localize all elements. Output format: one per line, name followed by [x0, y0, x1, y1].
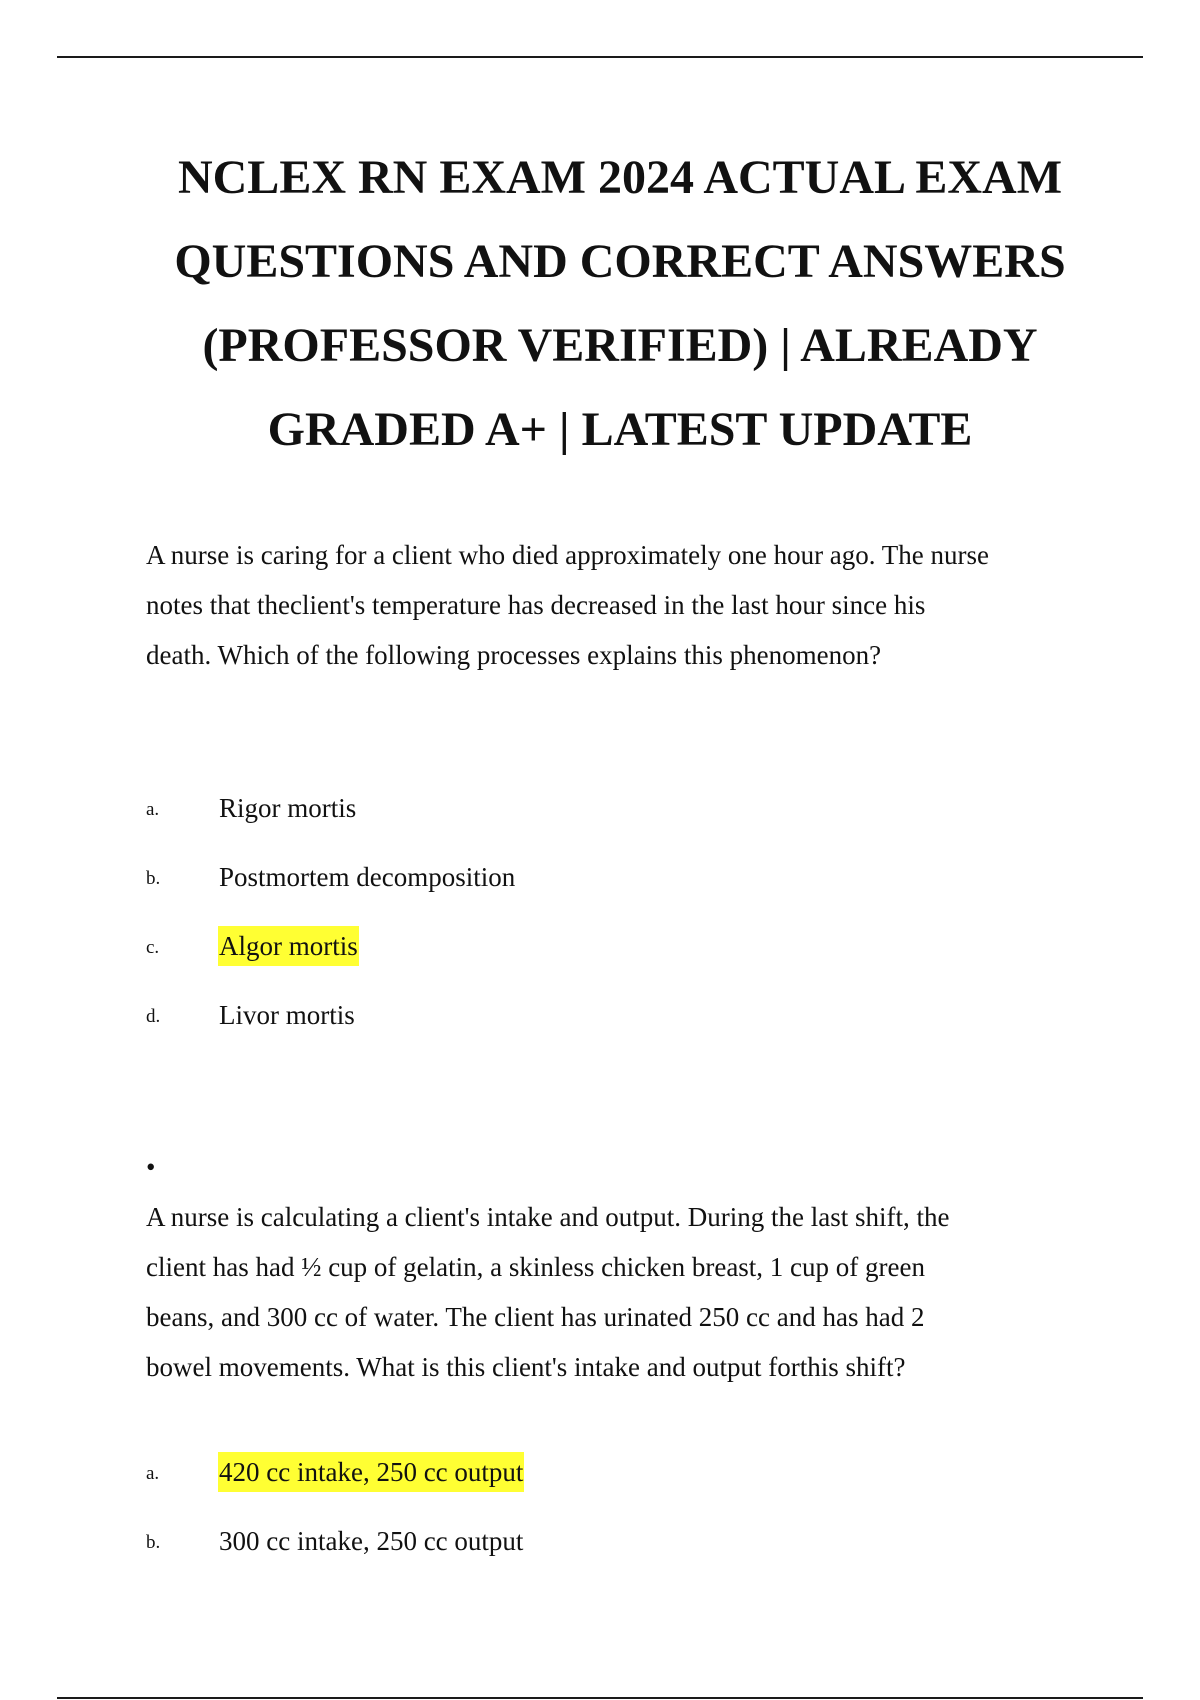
option-text: 300 cc intake, 250 cc output [219, 1526, 524, 1556]
option-text-highlighted-answer: 420 cc intake, 250 cc output [218, 1452, 524, 1492]
bottom-rule [57, 1697, 1143, 1699]
question-2-text [146, 1142, 1086, 1392]
option-text-highlighted-answer: Algor mortis [218, 926, 359, 966]
title-line: QUESTIONS AND CORRECT ANSWERS [174, 235, 1066, 288]
question-line-text: A nurse is calculating a client's intake and output. During the last shift, the [146, 1202, 950, 1232]
question-line: A nurse is caring for a client who died approximately one hour ago. The nurse [146, 540, 990, 570]
top-rule [57, 56, 1143, 58]
option-letter: a. [146, 1463, 160, 1484]
option-text: Livor mortis [219, 1000, 355, 1030]
option-letter: c. [146, 937, 160, 958]
document-title [140, 136, 1100, 472]
option-text: Postmortem decomposition [219, 862, 516, 892]
bullet-icon: • [146, 1152, 156, 1182]
option-letter: b. [146, 1532, 161, 1553]
question-line: beans, and 300 cc of water. The client has urinated 250 cc and has had 2 [146, 1302, 925, 1332]
title-line: (PROFESSOR VERIFIED) | ALREADY [202, 319, 1038, 372]
title-line: NCLEX RN EXAM 2024 ACTUAL EXAM [177, 151, 1063, 204]
option-text: Rigor mortis [219, 793, 357, 823]
question-line: client has had ½ cup of gelatin, a skinless chicken breast, 1 cup of green [146, 1252, 925, 1282]
question-line: bowel movements. What is this client's intake and output forthis shift? [146, 1352, 906, 1382]
question-line [146, 1142, 1086, 1242]
question-1-text [146, 530, 1086, 680]
question-line: death. Which of the following processes explains this phenomenon? [146, 640, 882, 670]
option-letter: b. [146, 868, 161, 889]
option-letter: d. [146, 1006, 161, 1027]
question-line: notes that theclient's temperature has decreased in the last hour since his [146, 590, 926, 620]
title-line: GRADED A+ | LATEST UPDATE [267, 403, 973, 456]
option-letter: a. [146, 799, 160, 820]
